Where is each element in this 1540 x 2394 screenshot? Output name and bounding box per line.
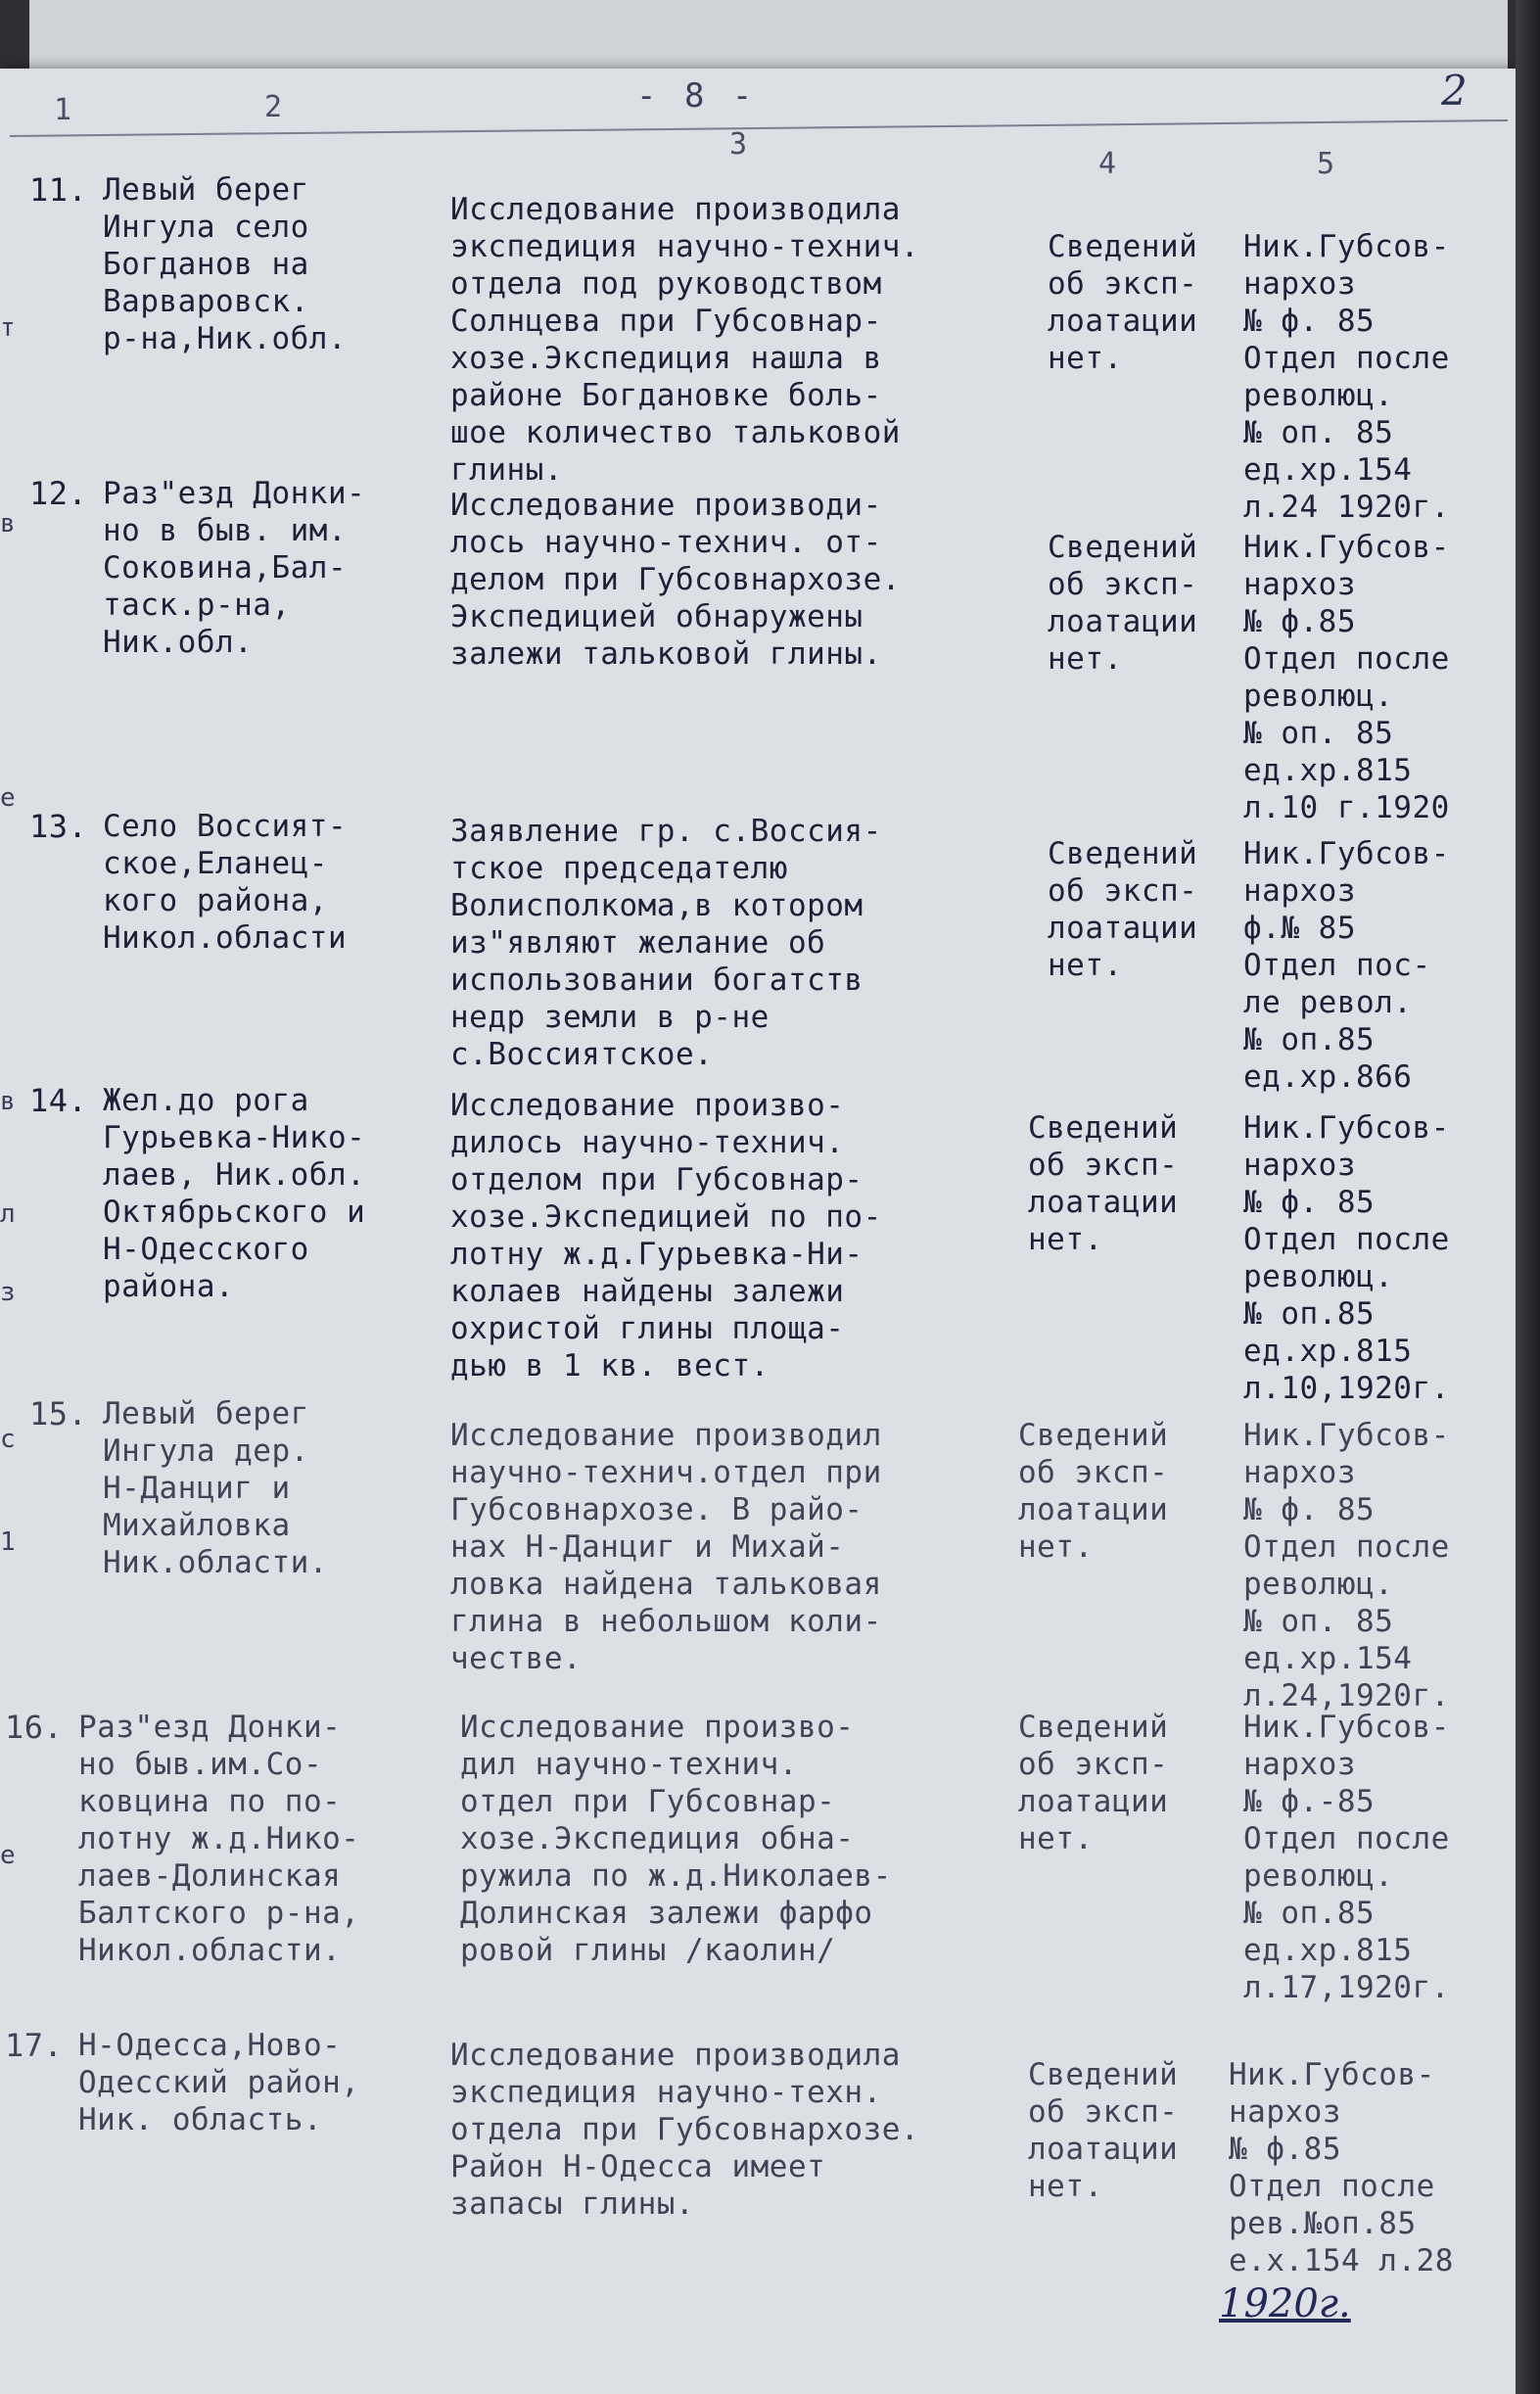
description-cell: Заявление гр. с.Воссия- тское председателю Волисполкома,в котором из"являют желание об использовании богатств недр земли в р-не с.Воссиятское.	[450, 814, 882, 1072]
row-number: 11.	[29, 171, 88, 209]
location-cell: Село Воссият- ское,Еланец- кого района, Никол.области	[103, 809, 348, 956]
column-header-1: 1	[54, 93, 72, 127]
corner-number: 2	[1441, 67, 1468, 115]
row-number: 13.	[29, 808, 88, 845]
exploitation-cell: Сведений об эксп- лоатации нет.	[1048, 229, 1198, 376]
description-cell: Исследование производила экспедиция научно-техн. отдела при Губсовнархозе. Район Н-Одесса имеет запасы глины.	[450, 2038, 920, 2222]
column-header-3: 3	[729, 127, 748, 162]
exploitation-cell: Сведений об эксп- лоатации нет.	[1028, 2057, 1179, 2204]
description-cell: Исследование произво- дилось научно-технич. отделом при Губсовнар- хозе.Экспедицией по по- лотну ж.д.Гурьевка-Ни- колаев найдены залежи охристой глины площа- дью в 1 кв. вест.	[450, 1088, 882, 1384]
margin-mark: з	[0, 1278, 16, 1307]
row-number: 14.	[29, 1082, 88, 1119]
location-cell: Раз"езд Донки- но быв.им.Со- ковцина по по- лотну ж.д.Нико- лаев-Долинская Балтского р-на, Никол.области.	[78, 1710, 360, 1968]
row-number: 12.	[29, 475, 88, 512]
margin-mark: е	[0, 1841, 16, 1870]
page-number: - 8 -	[636, 76, 757, 116]
margin-mark: 1	[0, 1527, 16, 1557]
location-cell: Левый берег Ингула дер. Н-Данциг и Михайловка Ник.области.	[103, 1396, 328, 1580]
row-number: 16.	[5, 1709, 64, 1746]
exploitation-cell: Сведений об эксп- лоатации нет.	[1018, 1710, 1169, 1856]
row-number: 17.	[5, 2027, 64, 2064]
description-cell: Исследование производил научно-технич.отдел при Губсовнархозе. В райо- нах Н-Данциг и Михай- ловка найдена тальковая глина в небольшом коли- честве.	[450, 1418, 882, 1676]
binding-edge	[1516, 0, 1540, 2394]
column-header-4: 4	[1098, 147, 1117, 181]
exploitation-cell: Сведений об эксп- лоатации нет.	[1048, 836, 1198, 983]
source-cell: Ник.Губсов- нархоз № ф. 85 Отдел после революц. № оп. 85 ед.хр.154 л.24,1920г.	[1243, 1418, 1450, 1713]
source-cell: Ник.Губсов- нархоз № ф. 85 Отдел после революц. № оп.85 ед.хр.815 л.10,1920г.	[1243, 1110, 1450, 1406]
margin-mark: е	[0, 783, 16, 813]
margin-mark: в	[0, 509, 16, 539]
margin-mark: с	[0, 1425, 16, 1454]
source-cell: Ник.Губсов- нархоз № ф.-85 Отдел после революц. № оп.85 ед.хр.815 л.17,1920г.	[1243, 1710, 1450, 2005]
source-cell: Ник.Губсов- нархоз № ф.85 Отдел после рев.№оп.85 е.х.154 л.28	[1229, 2057, 1454, 2278]
location-cell: Раз"езд Донки- но в быв. им. Соковина,Бал- таск.р-на, Ник.обл.	[103, 476, 366, 660]
handwritten-date: 1920г.	[1219, 2281, 1351, 2326]
description-cell: Исследование производила экспедиция научно-технич. отдела под руководством Солнцева при Губсовнар- хозе.Экспедиция нашла в районе Богдановке боль- шое количество тальковой глины.	[450, 192, 920, 488]
description-cell: Исследование производи- лось научно-технич. от- делом при Губсовнархозе. Экспедицией обнаружены залежи тальковой глины.	[450, 488, 901, 672]
column-header-2: 2	[264, 90, 283, 124]
row-number: 15.	[29, 1395, 88, 1432]
source-cell: Ник.Губсов- нархоз № ф. 85 Отдел после революц. № оп. 85 ед.хр.154 л.24 1920г.	[1243, 229, 1450, 525]
source-cell: Ник.Губсов- нархоз № ф.85 Отдел после революц. № оп. 85 ед.хр.815 л.10 г.1920	[1243, 530, 1450, 825]
margin-mark: в	[0, 1087, 16, 1116]
margin-mark: т	[0, 313, 16, 343]
exploitation-cell: Сведений об эксп- лоатации нет.	[1018, 1418, 1169, 1565]
exploitation-cell: Сведений об эксп- лоатации нет.	[1048, 530, 1198, 677]
source-cell: Ник.Губсов- нархоз ф.№ 85 Отдел пос- ле револ. № оп.85 ед.хр.866	[1243, 836, 1450, 1095]
margin-mark: л	[0, 1199, 16, 1229]
location-cell: Жел.до рога Гурьевка-Нико- лаев, Ник.обл. Октябрьского и Н-Одесского района.	[103, 1083, 366, 1304]
location-cell: Н-Одесса,Ново- Одесский район, Ник. область.	[78, 2028, 360, 2137]
column-header-5: 5	[1317, 147, 1335, 181]
description-cell: Исследование произво- дил научно-технич. отдел при Губсовнар- хозе.Экспедиция обна- ружила по ж.д.Николаев- Долинская залежи фарфо ровой глины /каолин/	[460, 1710, 892, 1968]
exploitation-cell: Сведений об эксп- лоатации нет.	[1028, 1110, 1179, 1257]
location-cell: Левый берег Ингула село Богданов на Варваровск. р-на,Ник.обл.	[103, 172, 348, 356]
